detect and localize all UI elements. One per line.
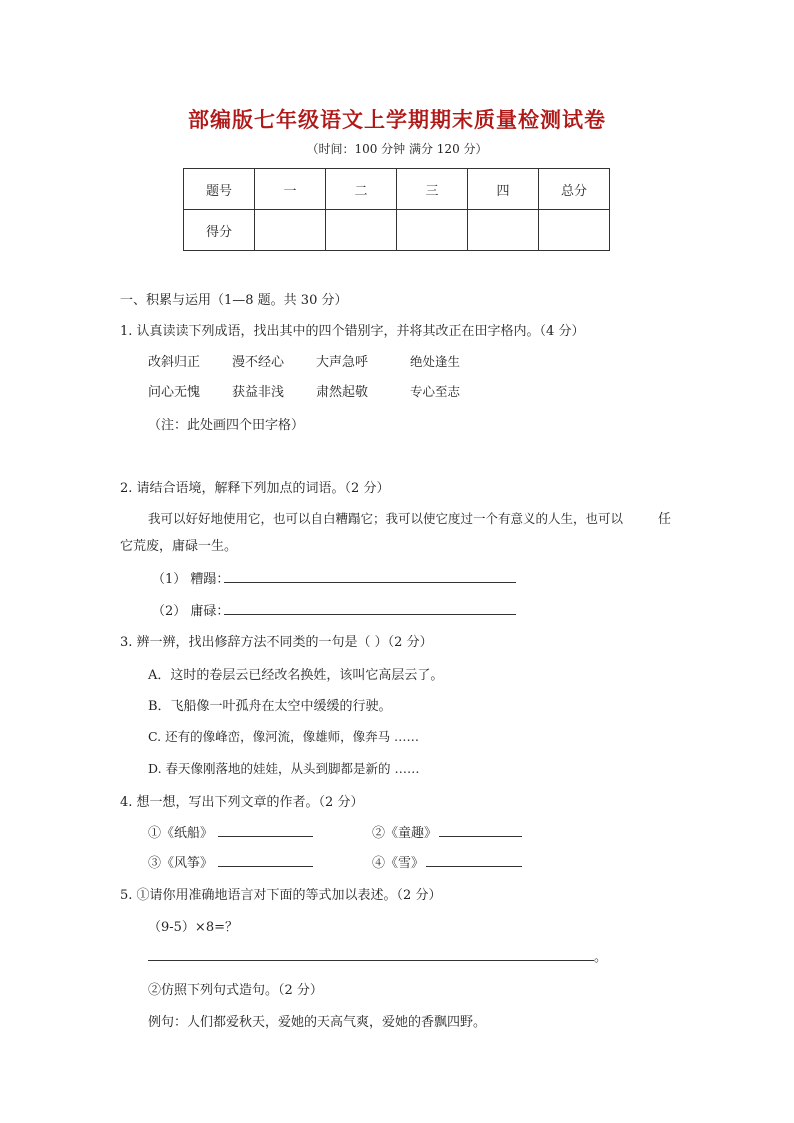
q4-item: ②《童趣》: [372, 826, 438, 841]
q5-answer-line[interactable]: [148, 960, 594, 961]
q1-idiom: 漫不经心: [232, 355, 285, 370]
score-header-cell: 总分: [539, 169, 610, 210]
q3-option-d: D. 春天像刚落地的娃娃，从头到脚都是新的 ……: [148, 761, 420, 776]
score-input-cell[interactable]: [326, 210, 397, 251]
q5-end-mark: 。: [594, 950, 608, 965]
q4-item: ①《纸船》: [148, 826, 214, 841]
score-input-cell[interactable]: [255, 210, 326, 251]
section-heading: 一、积累与运用（1—8 题。共 30 分）: [120, 293, 348, 308]
q5-equation: （9-5）×8=？: [148, 920, 238, 935]
q2-passage-line1-end: 任: [658, 512, 672, 527]
q2-passage-line1: 我可以好好地使用它，也可以自白糟蹋它；我可以使它度过一个有意义的人生，也可以: [148, 511, 624, 526]
q5-example: 例句：人们都爱秋天，爱她的天高气爽，爱她的香飘四野。: [148, 1015, 487, 1030]
q1-idiom: 肃然起敬: [316, 385, 369, 400]
q4-item: ③《风筝》: [148, 856, 214, 871]
score-table-header-row: [184, 169, 610, 210]
q3-option-c: C. 还有的像峰峦，像河流，像雄师，像奔马 ……: [148, 729, 420, 744]
q4-answer-line[interactable]: [218, 866, 313, 867]
q2-answer-line[interactable]: [224, 614, 516, 615]
q2-passage-line2: 它荒废，庸碌一生。: [120, 539, 238, 554]
q4-answer-line[interactable]: [218, 836, 313, 837]
q1-idiom: 大声急呼: [316, 355, 369, 370]
exam-subtitle: （时间：100 分钟 满分 120 分）: [306, 142, 488, 156]
q3-option-a: A．这时的卷层云已经改名换姓，该叫它高层云了。: [148, 668, 444, 683]
q2-item-label: （1） 糟蹋：: [152, 572, 230, 587]
q4-answer-line[interactable]: [426, 866, 522, 867]
q2-stem: 2. 请结合语境，解释下列加点的词语。（2 分）: [120, 481, 390, 496]
q3-option-b: B．飞船像一叶孤舟在太空中缓缓的行驶。: [148, 699, 392, 714]
q1-idiom: 专心至志: [410, 384, 461, 399]
q2-item-label: （2） 庸碌：: [152, 604, 230, 619]
q4-stem: 4. 想一想，写出下列文章的作者。（2 分）: [120, 795, 364, 810]
q5-stem: 5. ①请你用准确地语言对下面的等式加以表述。（2 分）: [120, 888, 442, 903]
q5-sub-question: ②仿照下列句式造句。（2 分）: [148, 983, 323, 998]
score-row-label: 得分: [184, 210, 255, 251]
q1-note: （注：此处画四个田字格）: [148, 418, 305, 433]
q1-idiom: 绝处逢生: [410, 354, 461, 369]
q1-idiom: 改斜归正: [148, 355, 201, 370]
score-input-cell[interactable]: [539, 210, 610, 251]
score-input-cell[interactable]: [397, 210, 468, 251]
q1-idiom: 问心无愧: [148, 385, 201, 400]
q1-idiom: 获益非浅: [232, 385, 285, 400]
score-header-cell: 三: [397, 169, 468, 210]
score-header-cell: 二: [326, 169, 397, 210]
q3-stem: 3. 辨一辨，找出修辞方法不同类的一句是（ ）（2 分）: [120, 635, 433, 650]
score-header-cell: 四: [468, 169, 539, 210]
score-table-score-row: [184, 210, 610, 251]
q4-item: ④《雪》: [372, 856, 425, 871]
score-input-cell[interactable]: [468, 210, 539, 251]
q2-answer-line[interactable]: [224, 582, 516, 583]
score-header-cell: 一: [255, 169, 326, 210]
q4-answer-line[interactable]: [439, 836, 522, 837]
q1-stem: 1. 认真读读下列成语，找出其中的四个错别字，并将其改正在田字格内。（4 分）: [120, 324, 585, 339]
score-table: [183, 168, 610, 251]
score-header-cell: 题号: [184, 169, 255, 210]
exam-title: 部编版七年级语文上学期期末质量检测试卷: [188, 107, 606, 132]
